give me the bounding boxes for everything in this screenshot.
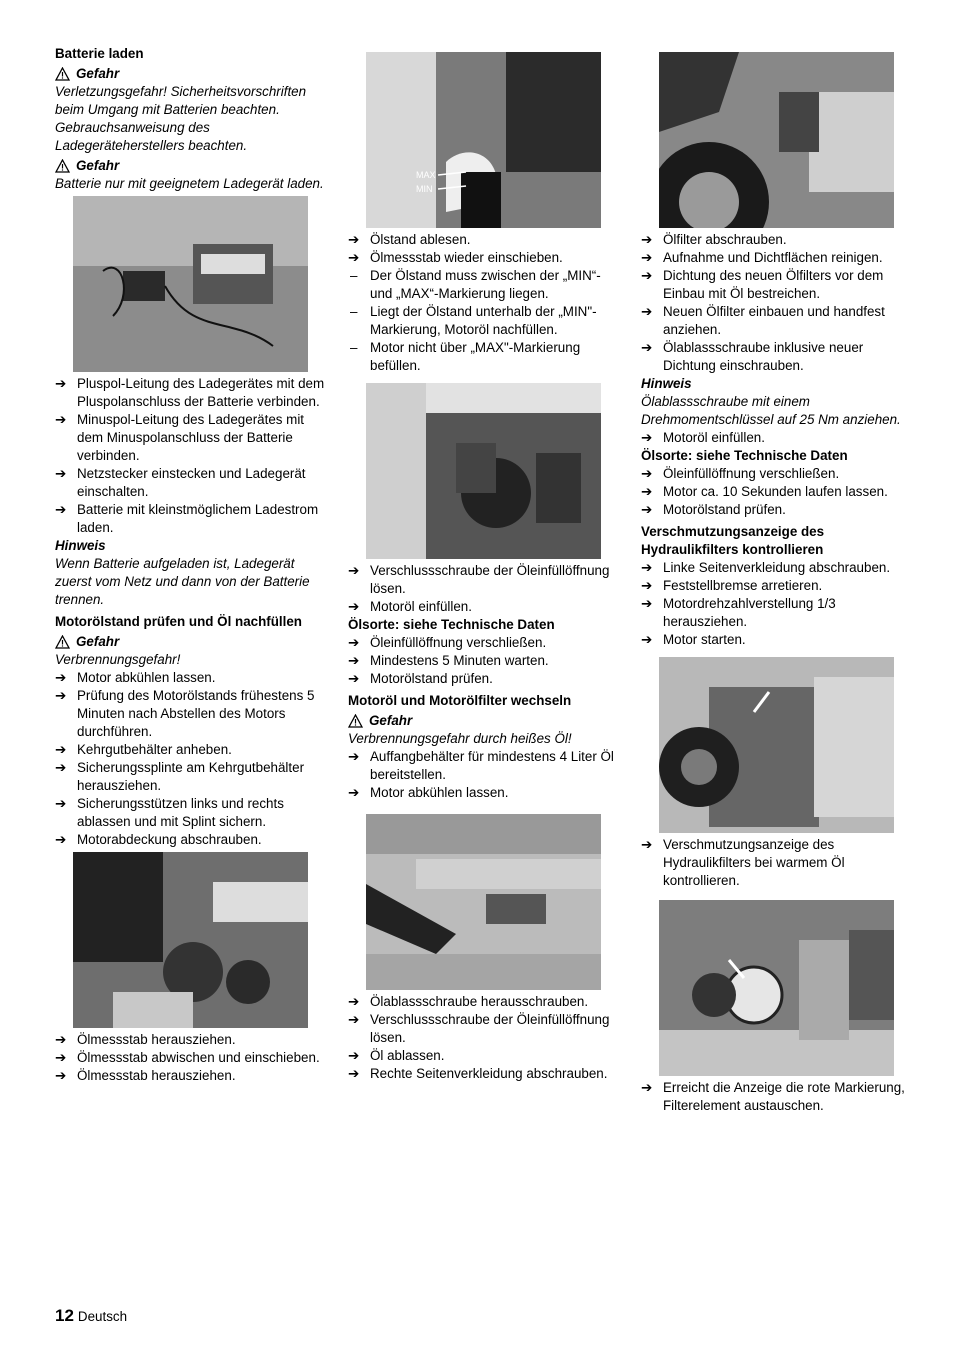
- step-item: ➔ Öleinfüllöffnung verschließen.: [641, 466, 840, 481]
- steps-oil-level: [348, 231, 623, 375]
- arrow-right-icon: ➔: [348, 785, 360, 800]
- photo-side-panel: [659, 657, 894, 833]
- step-item: ➔ Verschlussschraube der Öleinfüllöffnung lösen.: [348, 1012, 610, 1045]
- danger-label: Gefahr: [55, 633, 330, 651]
- arrow-right-icon: ➔: [55, 1068, 67, 1083]
- steps-oil-check: [55, 669, 330, 849]
- arrow-right-icon: ➔: [55, 1050, 67, 1065]
- min-label: MIN: [416, 184, 433, 194]
- step-item: ➔ Ölablassschraube inklusive neuer Dichtung einschrauben.: [641, 340, 864, 373]
- step-item: ➔ Motorabdeckung abschrauben.: [55, 832, 262, 847]
- heading-oil-check: Motorölstand prüfen und Öl nachfüllen: [55, 614, 302, 629]
- arrow-right-icon: ➔: [55, 670, 67, 685]
- step-item: ➔ Ölablassschraube herausschrauben.: [348, 994, 589, 1009]
- step-item: ➔ Neuen Ölfilter einbauen und handfest anziehen.: [641, 304, 885, 337]
- warning-triangle-icon: [348, 714, 363, 728]
- max-label: MAX: [416, 170, 436, 180]
- steps-filter-replace: [641, 1079, 916, 1115]
- photo-hydraulic-gauge: [659, 900, 894, 1076]
- step-item: ➔ Motor abkühlen lassen.: [55, 670, 216, 685]
- arrow-right-icon: ➔: [348, 1066, 360, 1081]
- step-item: ➔ Ölmessstab herausziehen.: [55, 1032, 236, 1047]
- dash-item: – Liegt der Ölstand unterhalb der „MIN"-Markierung, Motoröl nachfüllen.: [350, 304, 597, 337]
- arrow-right-icon: ➔: [348, 671, 360, 686]
- column-1: [55, 45, 330, 1085]
- arrow-right-icon: ➔: [641, 430, 653, 445]
- step-item: ➔ Kehrgutbehälter anheben.: [55, 742, 232, 757]
- heading-oil-change: Motoröl und Motorölfilter wechseln: [348, 693, 572, 708]
- steps-oil-drain: [348, 993, 623, 1083]
- arrow-right-icon: ➔: [348, 749, 360, 764]
- danger-label: Gefahr: [55, 157, 330, 175]
- arrow-right-icon: ➔: [55, 1032, 67, 1047]
- hint-label: Hinweis: [641, 376, 692, 391]
- danger-label: Gefahr: [348, 712, 623, 730]
- arrow-right-icon: ➔: [348, 1012, 360, 1027]
- step-item: ➔ Erreicht die Anzeige die rote Markierung, Filterelement austauschen.: [641, 1080, 905, 1113]
- photo-oil-filter: [659, 52, 894, 228]
- step-item: ➔ Ölmessstab herausziehen.: [55, 1068, 236, 1083]
- danger-label: Gefahr: [55, 65, 330, 83]
- step-item: ➔ Dichtung des neuen Ölfilters vor dem Einbau mit Öl bestreichen.: [641, 268, 884, 301]
- hint-text: Ölablassschraube mit einem Drehmomentschlüssel auf 25 Nm anziehen.: [641, 394, 901, 427]
- steps-oil-filter: [641, 231, 916, 375]
- step-item: ➔ Ölmessstab wieder einschieben.: [348, 250, 563, 265]
- arrow-right-icon: ➔: [641, 560, 653, 575]
- heading-hydraulic-filter: Verschmutzungsanzeige des Hydraulikfilters kontrollieren: [641, 524, 825, 557]
- step-item: ➔ Motor ca. 10 Sekunden laufen lassen.: [641, 484, 888, 499]
- photo-engine-dipstick: [73, 852, 308, 1028]
- step-item: ➔ Ölfilter abschrauben.: [641, 232, 787, 247]
- arrow-right-icon: ➔: [348, 653, 360, 668]
- photo-oil-level: [366, 52, 601, 228]
- arrow-right-icon: ➔: [641, 578, 653, 593]
- dash-item: – Der Ölstand muss zwischen der „MIN“- und „MAX“-Markierung liegen.: [350, 268, 601, 301]
- page-footer: [55, 1307, 127, 1326]
- arrow-right-icon: ➔: [55, 796, 67, 811]
- heading-battery: Batterie laden: [55, 46, 144, 61]
- dash-marker: –: [350, 340, 358, 355]
- step-item: ➔ Feststellbremse arretieren.: [641, 578, 823, 593]
- steps-oil-change: [348, 748, 623, 802]
- step-item: ➔ Rechte Seitenverkleidung abschrauben.: [348, 1066, 608, 1081]
- dash-marker: –: [350, 268, 358, 283]
- step-item: ➔ Motoröl einfüllen.: [348, 599, 472, 614]
- arrow-right-icon: ➔: [641, 268, 653, 283]
- danger-text: Verletzungsgefahr! Sicherheitsvorschriften beim Umgang mit Batterien beachten. Gebrauchsanweisung des Ladegeräteherstellers beachten.: [55, 84, 307, 153]
- step-item: ➔ Mindestens 5 Minuten warten.: [348, 653, 549, 668]
- hint-label: Hinweis: [55, 538, 106, 553]
- steps-oil-finish: [641, 465, 916, 519]
- arrow-right-icon: ➔: [55, 832, 67, 847]
- photo-oil-drain: [366, 814, 601, 990]
- step-item: ➔ Verschmutzungsanzeige des Hydraulikfilters bei warmem Öl kontrollieren.: [641, 837, 845, 888]
- dash-item: – Motor nicht über „MAX"-Markierung befüllen.: [350, 340, 581, 373]
- step-item: ➔ Auffangbehälter für mindestens 4 Liter Öl bereitstellen.: [348, 749, 614, 782]
- arrow-right-icon: ➔: [55, 466, 67, 481]
- language-label: Deutsch: [77, 1309, 128, 1324]
- steps-hydraulic-check: [641, 836, 916, 890]
- step-item: ➔ Prüfung des Motorölstands frühestens 5 Minuten nach Abstellen des Motors durchführen.: [55, 688, 315, 739]
- arrow-right-icon: ➔: [348, 1048, 360, 1063]
- warning-triangle-icon: [55, 159, 70, 173]
- step-item: ➔ Motordrehzahlverstellung 1/3 herausziehen.: [641, 596, 836, 629]
- step-item: ➔ Aufnahme und Dichtflächen reinigen.: [641, 250, 883, 265]
- arrow-right-icon: ➔: [55, 688, 67, 703]
- step-item: ➔ Motorölstand prüfen.: [641, 502, 786, 517]
- heading-oil-type: Ölsorte: siehe Technische Daten: [348, 617, 555, 632]
- heading-oil-type: Ölsorte: siehe Technische Daten: [641, 448, 848, 463]
- arrow-right-icon: ➔: [641, 484, 653, 499]
- step-item: ➔ Ölmessstab abwischen und einschieben.: [55, 1050, 320, 1065]
- danger-text: Batterie nur mit geeignetem Ladegerät laden.: [55, 176, 324, 191]
- column-2: [348, 52, 623, 1083]
- step-item: ➔ Linke Seitenverkleidung abschrauben.: [641, 560, 891, 575]
- step-item: ➔ Motor starten.: [641, 632, 746, 647]
- steps-oil-close: [348, 634, 623, 688]
- step-item: ➔ Verschlussschraube der Öleinfüllöffnung lösen.: [348, 563, 610, 596]
- step-item: ➔ Sicherungsstützen links und rechts ablassen und mit Splint sichern.: [55, 796, 284, 829]
- photo-battery-charger: [73, 196, 308, 372]
- column-3: [641, 52, 916, 1115]
- arrow-right-icon: ➔: [348, 563, 360, 578]
- arrow-right-icon: ➔: [348, 250, 360, 265]
- arrow-right-icon: ➔: [348, 994, 360, 1009]
- steps-hydraulic: [641, 559, 916, 649]
- step-item: ➔ Motoröl einfüllen.: [641, 430, 765, 445]
- steps-oil-fill: [641, 429, 916, 447]
- arrow-right-icon: ➔: [55, 376, 67, 391]
- step-item: ➔ Motorölstand prüfen.: [348, 671, 493, 686]
- arrow-right-icon: ➔: [55, 502, 67, 517]
- arrow-right-icon: ➔: [641, 502, 653, 517]
- step-item: ➔ Minuspol-Leitung des Ladegerätes mit dem Minuspolanschluss der Batterie verbinden.: [55, 412, 305, 463]
- arrow-right-icon: ➔: [348, 599, 360, 614]
- danger-text: Verbrennungsgefahr durch heißes Öl!: [348, 731, 572, 746]
- arrow-right-icon: ➔: [641, 466, 653, 481]
- arrow-right-icon: ➔: [348, 635, 360, 650]
- dash-marker: –: [350, 304, 358, 319]
- page-number: 12: [55, 1306, 74, 1325]
- steps-dipstick: [55, 1031, 330, 1085]
- arrow-right-icon: ➔: [641, 596, 653, 611]
- arrow-right-icon: ➔: [641, 837, 653, 852]
- arrow-right-icon: ➔: [641, 1080, 653, 1095]
- step-item: ➔ Netzstecker einstecken und Ladegerät einschalten.: [55, 466, 306, 499]
- arrow-right-icon: ➔: [55, 412, 67, 427]
- step-item: ➔ Sicherungssplinte am Kehrgutbehälter herausziehen.: [55, 760, 305, 793]
- arrow-right-icon: ➔: [641, 632, 653, 647]
- step-item: ➔ Öleinfüllöffnung verschließen.: [348, 635, 547, 650]
- step-item: ➔ Batterie mit kleinstmöglichem Ladestrom laden.: [55, 502, 319, 535]
- arrow-right-icon: ➔: [641, 304, 653, 319]
- warning-triangle-icon: [55, 67, 70, 81]
- steps-battery: [55, 375, 330, 537]
- step-item: ➔ Motor abkühlen lassen.: [348, 785, 509, 800]
- steps-oil-filler: [348, 562, 623, 616]
- arrow-right-icon: ➔: [641, 232, 653, 247]
- arrow-right-icon: ➔: [55, 742, 67, 757]
- arrow-right-icon: ➔: [55, 760, 67, 775]
- arrow-right-icon: ➔: [641, 250, 653, 265]
- arrow-right-icon: ➔: [641, 340, 653, 355]
- step-item: ➔ Pluspol-Leitung des Ladegerätes mit dem Pluspolanschluss der Batterie verbinden.: [55, 376, 325, 409]
- step-item: ➔ Ölstand ablesen.: [348, 232, 471, 247]
- hint-text: Wenn Batterie aufgeladen ist, Ladegerät zuerst vom Netz und dann von der Batterie trennen.: [55, 556, 310, 607]
- warning-triangle-icon: [55, 635, 70, 649]
- step-item: ➔ Öl ablassen.: [348, 1048, 445, 1063]
- arrow-right-icon: ➔: [348, 232, 360, 247]
- photo-oil-filler: [366, 383, 601, 559]
- danger-text: Verbrennungsgefahr!: [55, 652, 181, 667]
